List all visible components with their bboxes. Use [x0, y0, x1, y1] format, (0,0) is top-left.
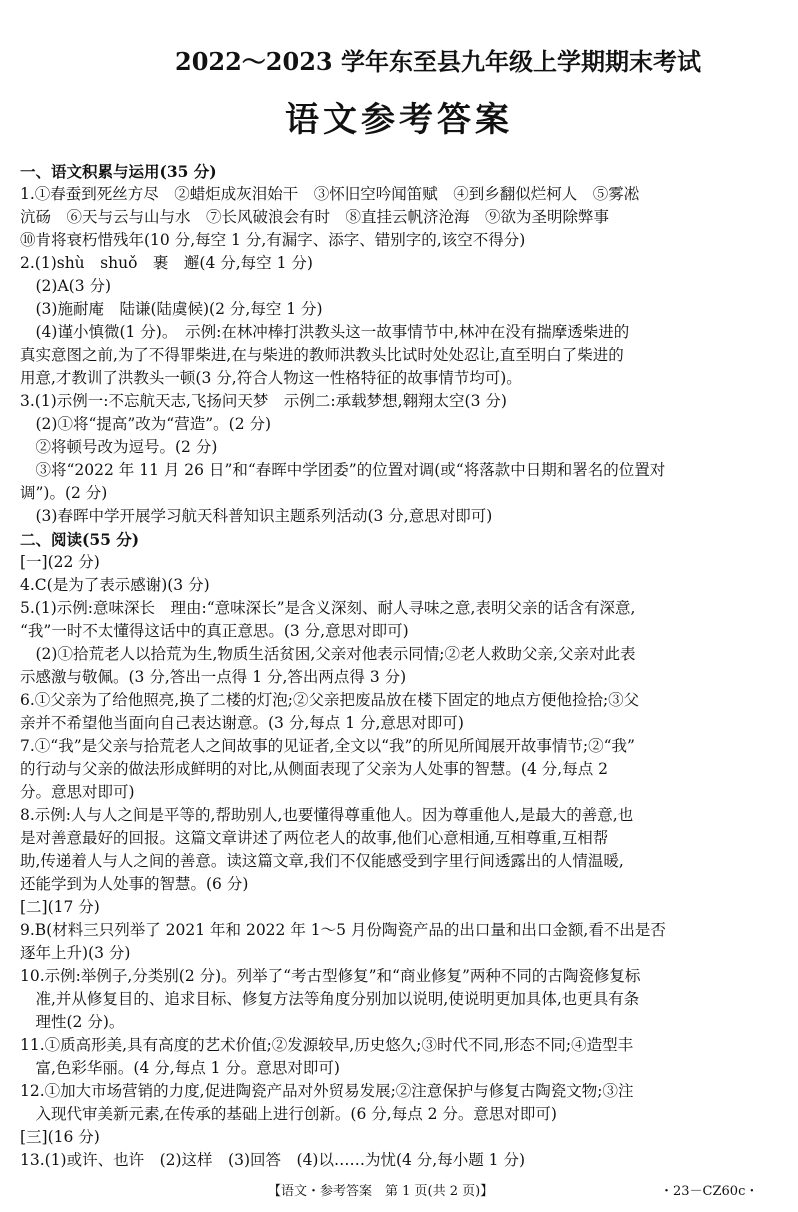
text-line: 理性(2 分)。 — [20, 1013, 125, 1031]
footer-code: ・23－CZ60c・ — [660, 1184, 759, 1199]
text-line: 入现代审美新元素,在传承的基础上进行创新。(6 分,每点 2 分。意思对即可) — [20, 1105, 557, 1123]
text-line: 8.示例:人与人之间是平等的,帮助别人,也要懂得尊重他人。因为尊重他人,是最大的善意,也 — [20, 806, 634, 824]
text-line: 11.①质高形美,具有高度的艺术价值;②发源较早,历史悠久;③时代不同,形态不同;④造型丰 — [20, 1036, 634, 1054]
footer-page-info: 【语文・参考答案 第 1 页(共 2 页)】 — [268, 1184, 494, 1199]
text-line: 12.①加大市场营销的力度,促进陶瓷产品对外贸易发展;②注意保护与修复古陶瓷文物;③注 — [20, 1082, 634, 1100]
page-title: 语文参考答案 — [285, 100, 513, 140]
text-line: (3)春晖中学开展学习航天科普知识主题系列活动(3 分,意思对即可) — [20, 507, 493, 525]
text-line: 调”)。(2 分) — [20, 484, 108, 502]
text-line: 示感激与敬佩。(3 分,答出一点得 1 分,答出两点得 3 分) — [20, 668, 407, 686]
text-line: 5.(1)示例:意味深长 理由:“意味深长”是含义深刻、耐人寻味之意,表明父亲的话含有深意, — [20, 599, 636, 617]
section-heading: 一、语文积累与运用(35 分) — [20, 162, 217, 181]
text-line: “我”一时不太懂得这话中的真正意思。(3 分,意思对即可) — [20, 622, 409, 640]
text-line: ⑩肯将衰朽惜残年(10 分,每空 1 分,有漏字、添字、错别字的,该空不得分) — [20, 231, 526, 249]
answer-content — [20, 160, 778, 1172]
text-line: 1.①春蚕到死丝方尽 ②蜡炬成灰泪始干 ③怀旧空吟闻笛赋 ④到乡翻似烂柯人 ⑤雾凇 — [20, 185, 640, 203]
section-heading: 二、阅读(55 分) — [20, 530, 140, 549]
text-line: 真实意图之前,为了不得罪柴进,在与柴进的教师洪教头比试时处处忍让,直至明白了柴进的 — [20, 346, 624, 364]
text-line: [一](22 分) — [20, 553, 100, 571]
text-line: (2)①拾荒老人以拾荒为生,物质生活贫困,父亲对他表示同情;②老人救助父亲,父亲对此表 — [20, 645, 636, 663]
text-line: 3.(1)示例一:不忘航天志,飞扬问天梦 示例二:承载梦想,翱翔太空(3 分) — [20, 392, 507, 410]
text-line: 用意,才教训了洪教头一顿(3 分,符合人物这一性格特征的故事情节均可)。 — [20, 369, 522, 387]
text-line: 7.①“我”是父亲与拾荒老人之间故事的见证者,全文以“我”的所见所闻展开故事情节;②“我” — [20, 737, 635, 755]
text-line: 分。意思对即可) — [20, 783, 135, 801]
text-line: 2.(1)shù shuǒ 裹 邂(4 分,每空 1 分) — [20, 254, 313, 272]
text-line: [三](16 分) — [20, 1128, 100, 1146]
text-line: 10.示例:举例子,分类别(2 分)。列举了“考古型修复”和“商业修复”两种不同的古陶瓷修复标 — [20, 967, 641, 985]
text-line: (3)施耐庵 陆谦(陆虞候)(2 分,每空 1 分) — [20, 300, 323, 318]
text-line: 逐年上升)(3 分) — [20, 944, 131, 962]
text-line: 4.C(是为了表示感谢)(3 分) — [20, 576, 210, 594]
text-line: 助,传递着人与人之间的善意。读这篇文章,我们不仅能感受到字里行间透露出的人情温暖, — [20, 852, 624, 870]
text-line: [二](17 分) — [20, 898, 100, 916]
text-line: 富,色彩华丽。(4 分,每点 1 分。意思对即可) — [20, 1059, 340, 1077]
text-line: (2)A(3 分) — [20, 277, 112, 295]
exam-title: 2022～2023 学年东至县九年级上学期期末考试 — [175, 47, 701, 76]
text-line: 9.B(材料三只列举了 2021 年和 2022 年 1～5 月份陶瓷产品的出口量和出口金额,看不出是否 — [20, 921, 666, 939]
text-line: 亲并不希望他当面向自己表达谢意。(3 分,每点 1 分,意思对即可) — [20, 714, 464, 732]
text-line: 是对善意最好的回报。这篇文章讲述了两位老人的故事,他们心意相通,互相尊重,互相帮 — [20, 829, 609, 847]
text-line: (2)①将“提高”改为“营造”。(2 分) — [20, 415, 272, 433]
text-line: 13.(1)或许、也许 (2)这样 (3)回答 (4)以……为忧(4 分,每小题 1 分) — [20, 1151, 526, 1169]
text-line: ③将“2022 年 11 月 26 日”和“春晖中学团委”的位置对调(或“将落款中日期和署名的位置对 — [20, 461, 666, 479]
text-line: ②将顿号改为逗号。(2 分) — [20, 438, 218, 456]
text-line: (4)谨小慎微(1 分)。 示例:在林冲棒打洪教头这一故事情节中,林冲在没有揣摩透柴进的 — [20, 323, 630, 341]
text-line: 还能学到为人处事的智慧。(6 分) — [20, 875, 249, 893]
text-line: 沆砀 ⑥天与云与山与水 ⑦长风破浪会有时 ⑧直挂云帆济沧海 ⑨欲为圣明除弊事 — [20, 208, 610, 226]
text-line: 准,并从修复目的、追求目标、修复方法等角度分别加以说明,使说明更加具体,也更具有条 — [20, 990, 640, 1008]
text-line: 6.①父亲为了给他照亮,换了二楼的灯泡;②父亲把废品放在楼下固定的地点方便他捡拾;③父 — [20, 691, 640, 709]
text-line: 的行动与父亲的做法形成鲜明的对比,从侧面表现了父亲为人处事的智慧。(4 分,每点 2 — [20, 760, 608, 778]
